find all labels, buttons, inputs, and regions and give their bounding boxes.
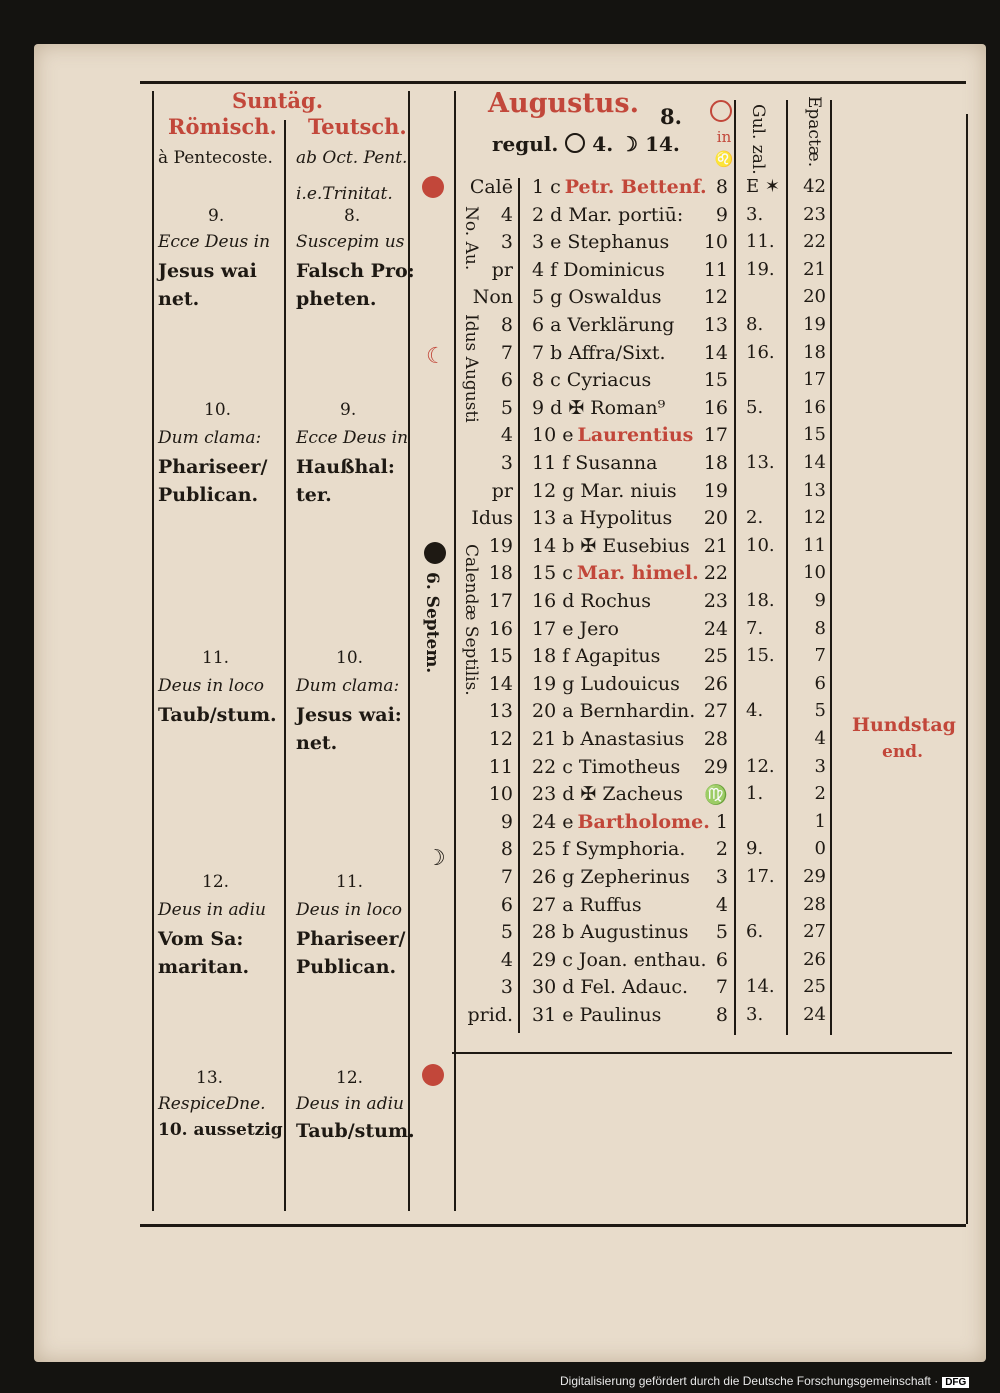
epact: 4: [814, 728, 826, 749]
day-feast-text: 8 c Cyriacus: [532, 369, 652, 392]
day-row: [34, 424, 984, 451]
day-feast: [532, 176, 707, 198]
epact: 10: [803, 562, 826, 584]
epact: 3: [814, 755, 826, 777]
red-feast-name: Mar. himel.: [576, 562, 699, 585]
sunday-romisch-number: 13.: [196, 1068, 224, 1088]
epact: 27: [803, 921, 826, 943]
roman-date: 10: [488, 783, 513, 806]
sunday-romisch-gospel: Vom Sa:: [158, 928, 244, 950]
day-feast: [532, 1004, 661, 1026]
day-feast-text: 22 c Timotheus: [532, 755, 681, 778]
epact: 1: [814, 810, 826, 832]
epact: 23: [803, 203, 826, 225]
sun-degree: 28: [703, 728, 728, 750]
day-row: [34, 286, 984, 313]
day-feast: [532, 949, 707, 971]
epact: 18: [803, 341, 826, 363]
sunday-romisch-gospel: Taub/stum.: [158, 704, 277, 726]
day-row: [34, 507, 984, 534]
day-row: [34, 728, 984, 755]
golden-number: 17.: [746, 866, 775, 887]
top-rule: [140, 81, 966, 84]
day-row: [34, 838, 984, 865]
golden-number: E ✶: [746, 176, 780, 197]
day-feast: [532, 590, 651, 612]
roman-date: 5: [500, 396, 513, 419]
epact: 7: [814, 645, 826, 667]
day-feast: [532, 811, 710, 833]
day-feast: [532, 314, 674, 336]
regul-moon-value: 14.: [645, 132, 680, 156]
day-feast-text: 1 c: [532, 176, 561, 198]
day-feast-text: 23 d ✠ Zacheus: [532, 783, 684, 806]
roman-date: 4: [500, 203, 513, 226]
day-feast-text: 16 d Rochus: [532, 590, 652, 612]
day-feast: [532, 231, 669, 253]
sun-degree: 7: [715, 976, 728, 999]
day-feast-text: 11 f Susanna: [532, 452, 658, 474]
roman-date: 3: [500, 452, 513, 474]
epact: 24: [803, 1004, 826, 1025]
day-feast-text: 17 e Jero: [532, 617, 619, 640]
sunday-teutsch-gospel: Jesus wai:: [296, 704, 402, 726]
day-feast-text: 9 d ✠ Roman⁹: [532, 396, 666, 419]
sunday-teutsch-introit: Deus in adiu: [296, 1094, 404, 1114]
epact: 0: [814, 838, 826, 860]
day-row: [34, 314, 984, 341]
sunday-teutsch-number: 9.: [340, 400, 357, 420]
day-feast-text: 14 b ✠ Eusebius: [532, 534, 690, 557]
sunday-romisch-introit: Deus in adiu: [158, 900, 266, 920]
sunday-romisch-number: 11.: [202, 648, 230, 668]
day-feast: [532, 894, 642, 916]
idus-label: Idus Augusti: [461, 314, 481, 423]
roman-date: 7: [500, 866, 513, 888]
sundays-header: Suntäg.: [232, 88, 324, 113]
roman-date: 12: [488, 728, 513, 750]
sunday-teutsch-gospel: Falsch Pro:: [296, 260, 415, 282]
sunday-romisch-gospel-cont: net.: [158, 288, 200, 310]
sun-degree: 2: [715, 838, 728, 861]
golden-number: 19.: [746, 258, 775, 280]
day-feast-text: 12 g Mar. niuis: [532, 479, 677, 502]
sunday-romisch-number: 10.: [204, 400, 232, 420]
sun-degree: 18: [703, 452, 728, 474]
sun-degree: 29: [703, 755, 728, 778]
epact: 42: [803, 176, 826, 197]
day-row: [34, 535, 984, 562]
day-feast: [532, 866, 690, 888]
day-feast-text: 5 g Oswaldus: [532, 286, 662, 309]
day-feast: [532, 424, 693, 446]
epact: 17: [803, 369, 826, 391]
sun-degree: 27: [703, 700, 728, 723]
day-feast-text: 18 f Agapitus: [532, 645, 661, 668]
dfg-logo: DFG: [942, 1377, 969, 1388]
sun-degree: 24: [703, 617, 728, 640]
day-row: [34, 590, 984, 617]
day-feast: [532, 700, 695, 722]
day-feast: [532, 369, 651, 391]
day-feast: [532, 480, 677, 502]
roman-date: 7: [500, 341, 513, 364]
roman-date: pr: [491, 258, 513, 281]
bottom-rule: [140, 1224, 966, 1227]
sun-degree: 4: [715, 893, 728, 916]
sun-degree: 1: [715, 810, 728, 833]
day-feast: [532, 562, 699, 584]
calendar-page: [34, 44, 986, 1362]
day-feast-text: 24 e: [532, 810, 574, 833]
day-feast: [532, 645, 660, 667]
dog-days-end-note-cont: end.: [882, 742, 923, 762]
sun-degree: 25: [703, 645, 728, 668]
sun-degree: 21: [703, 534, 728, 557]
golden-number: 1.: [746, 783, 764, 805]
golden-number: 7.: [746, 617, 764, 639]
day-feast-text: 31 e Paulinus: [532, 1004, 662, 1026]
day-feast-text: 7 b Affra/Sixt.: [532, 341, 666, 364]
day-row: [34, 894, 984, 921]
roman-date: pr: [491, 479, 513, 502]
sunday-romisch-gospel: Phariseer/: [158, 456, 268, 478]
sunday-teutsch-introit: Deus in loco: [296, 900, 402, 920]
month-number: 8.: [660, 104, 682, 129]
sun-degree: ♍: [704, 784, 728, 807]
sun-degree: 3: [715, 866, 728, 888]
romisch-subheader: à Pentecoste.: [158, 148, 273, 168]
sunday-romisch-introit: Ecce Deus in: [158, 232, 271, 252]
day-row: [34, 756, 984, 783]
golden-number: 3.: [746, 203, 764, 225]
golden-number: 4.: [746, 700, 764, 722]
roman-date: 5: [500, 921, 513, 944]
day-row: [34, 700, 984, 727]
day-feast-text: 29 c Joan. enthau.: [532, 948, 707, 971]
romisch-header: Römisch.: [168, 114, 277, 139]
roman-date: 9: [500, 810, 513, 833]
day-feast: [532, 535, 690, 557]
golden-number: 10.: [746, 534, 775, 556]
sun-degree: 17: [703, 424, 728, 447]
sunday-teutsch-gospel-cont: Publican.: [296, 956, 397, 978]
epact: 29: [803, 866, 826, 887]
sunday-teutsch-gospel-cont: net.: [296, 732, 338, 754]
sunday-teutsch-number: 12.: [336, 1068, 364, 1088]
day-feast: [532, 783, 683, 805]
teutsch-subheader-2: i.e.Trinitat.: [296, 184, 393, 204]
roman-date: 19: [488, 534, 513, 557]
month-bottom-rule: [452, 1052, 952, 1054]
teutsch-header: Teutsch.: [308, 114, 407, 139]
epact: 20: [803, 286, 826, 308]
sunday-romisch-introit: Dum clama:: [158, 428, 262, 448]
roman-date: Idus: [471, 507, 513, 530]
dog-days-end-note: Hundstag: [852, 714, 956, 736]
sun-degree: 20: [703, 507, 728, 530]
epact: 8: [814, 617, 826, 639]
sun-icon: [565, 133, 585, 153]
golden-number: 15.: [746, 645, 775, 667]
sun-degree: 8: [715, 176, 728, 198]
day-row: [34, 673, 984, 700]
day-feast-text: 13 a Hypolitus: [532, 507, 673, 530]
roman-date: 16: [488, 617, 513, 640]
day-row: [34, 231, 984, 258]
day-feast-text: 21 b Anastasius: [532, 728, 685, 750]
moon-icon: ☽: [620, 132, 639, 156]
roman-date: 3: [500, 231, 513, 254]
roman-date: 17: [488, 590, 513, 612]
sun-degree: 10: [703, 231, 728, 254]
day-feast-text: 10 e: [532, 424, 574, 447]
day-feast: [532, 397, 665, 419]
roman-date: 11: [488, 755, 513, 778]
day-feast: [532, 728, 684, 750]
last-quarter-moon-icon: ☽: [426, 846, 446, 871]
day-feast-text: 3 e Stephanus: [532, 231, 670, 254]
moon-note-label: 6. Septem.: [422, 572, 442, 674]
epact: 15: [803, 424, 826, 446]
sun-degree: 26: [703, 672, 728, 695]
golden-number: 9.: [746, 838, 764, 860]
red-feast-name: Petr. Bettenf.: [564, 176, 707, 198]
day-feast: [532, 976, 688, 998]
epact: 13: [803, 479, 826, 501]
day-feast: [532, 756, 680, 778]
sun-degree: 9: [715, 203, 728, 226]
sunday-teutsch-gospel: Taub/stum.: [296, 1120, 415, 1142]
day-row: [34, 562, 984, 589]
day-feast: [532, 618, 619, 640]
sun-degree: 19: [703, 479, 728, 502]
month-name: Augustus.: [488, 88, 639, 119]
golden-number: 13.: [746, 452, 775, 473]
sunday-teutsch-number: 11.: [336, 872, 364, 892]
sunday-romisch-gospel-cont: Publican.: [158, 484, 259, 506]
regul-text: regul.: [492, 132, 559, 156]
golden-number-header: Gul. zal.: [748, 104, 768, 175]
day-feast: [532, 259, 665, 281]
sunday-teutsch-introit: Dum clama:: [296, 676, 400, 696]
sunday-romisch-gospel: 10. aussetzig: [158, 1120, 283, 1140]
day-row: [34, 783, 984, 810]
epact: 9: [814, 590, 826, 611]
golden-number: 5.: [746, 396, 764, 418]
day-feast-text: 30 d Fel. Adauc.: [532, 976, 689, 999]
roman-date: 4: [500, 424, 513, 447]
roman-date: prid.: [467, 1004, 513, 1026]
epact: 28: [803, 893, 826, 915]
epact: 19: [803, 314, 826, 335]
golden-number: 6.: [746, 921, 764, 943]
sunday-romisch-gospel-cont: maritan.: [158, 956, 250, 978]
sun-degree: 14: [703, 341, 728, 364]
day-row: [34, 811, 984, 838]
epact: 26: [803, 948, 826, 970]
day-row: [34, 645, 984, 672]
roman-date: 8: [500, 838, 513, 861]
golden-number: 8.: [746, 314, 764, 335]
first-quarter-moon-icon: ☾: [426, 344, 446, 369]
day-row: [34, 976, 984, 1003]
sunday-romisch-introit: Deus in loco: [158, 676, 264, 696]
roman-date: 3: [500, 976, 513, 999]
golden-number: 18.: [746, 590, 775, 611]
sunday-teutsch-gospel-cont: ter.: [296, 484, 332, 506]
roman-date: 15: [488, 645, 513, 668]
day-feast: [532, 673, 680, 695]
epact: 16: [803, 396, 826, 418]
golden-number: 11.: [746, 231, 775, 253]
roman-date: 18: [488, 562, 513, 585]
day-feast: [532, 507, 672, 529]
sun-degree: 13: [703, 314, 728, 336]
day-feast-text: 2 d Mar. portiū:: [532, 203, 684, 226]
day-row: [34, 480, 984, 507]
epact: 12: [803, 507, 826, 529]
sun-icon: [710, 100, 732, 122]
red-feast-name: Bartholome.: [577, 810, 710, 833]
epact: 6: [814, 672, 826, 694]
sun-degree: 22: [703, 562, 728, 585]
golden-number: 2.: [746, 507, 764, 529]
sunday-teutsch-introit: Suscepim us: [296, 232, 405, 252]
sun-degree: 23: [703, 590, 728, 612]
day-row: [34, 949, 984, 976]
sun-degree: 11: [703, 258, 728, 281]
regul-label: [492, 132, 680, 156]
day-row: [34, 866, 984, 893]
day-feast-text: 15 c: [532, 562, 573, 585]
roman-date: 4: [500, 948, 513, 971]
day-feast-text: 6 a Verklärung: [532, 314, 675, 336]
teutsch-subheader-1: ab Oct. Pent.: [296, 148, 408, 168]
day-row: [34, 397, 984, 424]
digitization-footer: [560, 1374, 969, 1388]
regul-sun-value: 4.: [592, 132, 614, 156]
day-row: [34, 259, 984, 286]
day-row: [34, 618, 984, 645]
roman-date: 13: [488, 700, 513, 723]
day-feast-text: 28 b Augustinus: [532, 921, 689, 944]
sunday-teutsch-number: 8.: [344, 206, 361, 226]
calendae-september-label: Calendæ Septilis.: [461, 544, 481, 696]
sunday-romisch-number: 9.: [208, 206, 225, 226]
day-row: [34, 176, 984, 203]
day-feast-text: 25 f Symphoria.: [532, 838, 686, 861]
sunday-romisch-number: 12.: [202, 872, 230, 892]
sun-degree: 8: [715, 1004, 728, 1026]
day-feast: [532, 204, 683, 226]
roman-date: 6: [500, 369, 513, 392]
day-row: [34, 921, 984, 948]
epact: 21: [803, 258, 826, 280]
footer-text: Digitalisierung gefördert durch die Deutsche Forschungsgemeinschaft ·: [560, 1374, 939, 1388]
day-feast-text: 4 f Dominicus: [532, 258, 665, 281]
sunday-teutsch-gospel: Haußhal:: [296, 456, 395, 478]
golden-number: 14.: [746, 976, 775, 998]
full-moon-icon: [422, 1064, 444, 1086]
epact: 14: [803, 452, 826, 473]
golden-number: 3.: [746, 1004, 764, 1025]
sunday-romisch-introit: RespiceDne.: [158, 1094, 266, 1114]
red-feast-name: Laurentius: [577, 424, 694, 447]
roman-date: Calē: [469, 176, 513, 198]
day-feast: [532, 921, 688, 943]
sunday-teutsch-gospel: Phariseer/: [296, 928, 406, 950]
sun-sign-label: in ♌: [714, 128, 734, 168]
day-feast: [532, 838, 685, 860]
roman-date: 14: [488, 672, 513, 695]
epact: 22: [803, 231, 826, 253]
epact: 2: [814, 783, 826, 805]
day-row: [34, 452, 984, 479]
sun-degree: 16: [703, 396, 728, 419]
sun-degree: 12: [703, 286, 728, 309]
epactae-header: Epactæ.: [804, 96, 824, 168]
day-feast: [532, 452, 657, 474]
golden-number: 12.: [746, 755, 775, 777]
sun-degree: 6: [715, 948, 728, 971]
epact: 11: [803, 534, 826, 556]
sun-degree: 5: [715, 921, 728, 944]
day-row: [34, 1004, 984, 1031]
roman-date: 8: [500, 314, 513, 336]
day-feast: [532, 342, 666, 364]
sunday-teutsch-introit: Ecce Deus in: [296, 428, 409, 448]
sun-degree: 15: [703, 369, 728, 392]
roman-date: Non: [472, 286, 513, 309]
day-row: [34, 204, 984, 231]
sunday-teutsch-gospel-cont: pheten.: [296, 288, 377, 310]
day-row: [34, 342, 984, 369]
nonae-label: No. Au.: [461, 206, 481, 271]
day-feast-text: 26 g Zepherinus: [532, 866, 690, 888]
sunday-teutsch-number: 10.: [336, 648, 364, 668]
golden-number: 16.: [746, 341, 775, 363]
day-feast-text: 20 a Bernhardin.: [532, 700, 696, 723]
day-feast: [532, 286, 661, 308]
roman-date: 6: [500, 893, 513, 916]
day-feast-text: 19 g Ludouicus: [532, 672, 680, 695]
epact: 5: [814, 700, 826, 722]
epact: 25: [803, 976, 826, 998]
day-row: [34, 369, 984, 396]
day-feast-text: 27 a Ruffus: [532, 893, 642, 916]
sunday-romisch-gospel: Jesus wai: [158, 260, 257, 282]
